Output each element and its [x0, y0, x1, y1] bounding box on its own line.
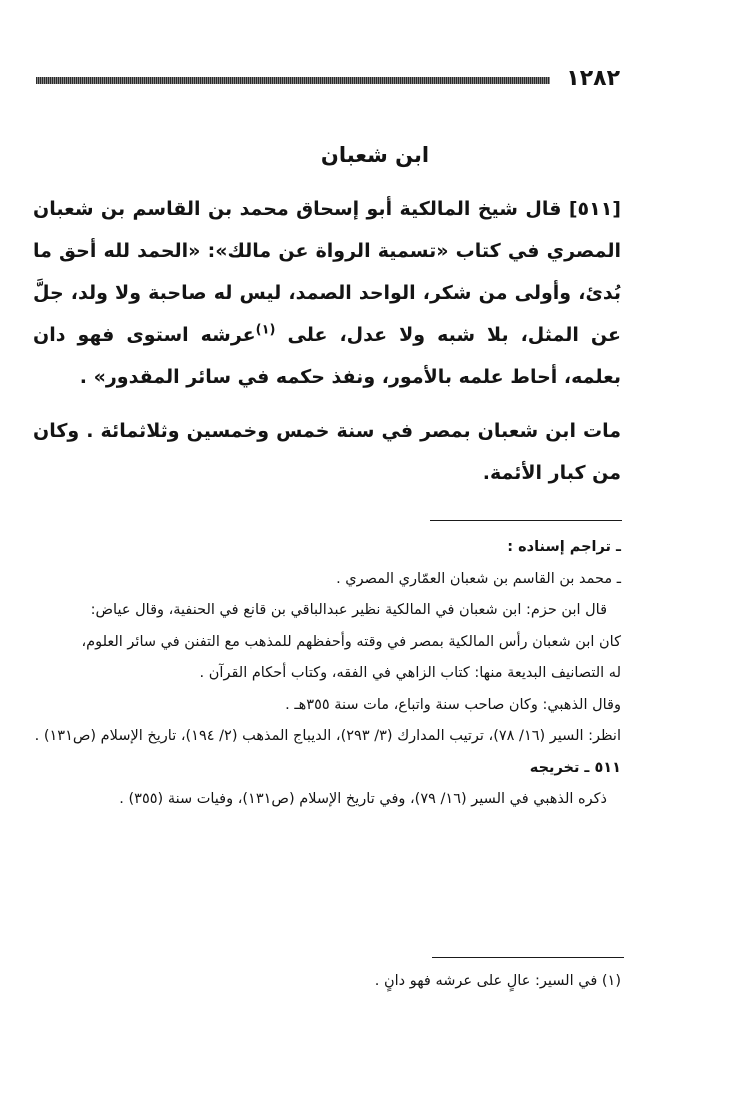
notes-section [33, 532, 621, 816]
entry-number: [٥١١] [568, 198, 621, 220]
entry-paragraph [33, 188, 621, 398]
header-rule [36, 77, 550, 84]
footnote-divider [432, 957, 624, 958]
takhrij-heading: ٥١١ ـ تخريجه [529, 759, 621, 776]
notes-divider [430, 520, 622, 521]
takhrij-text: ذكره الذهبي في السير (١٦/ ٧٩)، وفي تاريخ الإسلام (ص١٣١)، وفيات سنة (٣٥٥) . [119, 791, 607, 807]
notes-line: ـ محمد بن القاسم بن شعبان العمّاري المصري . [336, 570, 621, 587]
main-text [33, 188, 621, 494]
section-title: ابن شعبان [320, 143, 430, 167]
page-number: ١٢٨٢ [566, 66, 620, 91]
entry-text-part1: قال شيخ المالكية أبو إسحاق محمد بن القاسم بن شعبان المصري في كتاب «تسمية الرواة عن مالك»: «الحمد لله أحق ما بُدئ، وأولى من شكر، الواحد الصمد، ليس له صاحبة ولا ولد، جلَّ عن المثل، بلا شبه ولا عدل، على [33, 198, 621, 346]
footnote-marker[interactable]: (١) [255, 322, 276, 338]
notes-line: له التصانيف البديعة منها: كتاب الزاهي في الفقه، وكتاب أحكام القرآن . [199, 665, 621, 681]
death-paragraph: مات ابن شعبان بمصر في سنة خمس وخمسين وثلاثمائة . وكان من كبار الأئمة. [33, 420, 621, 484]
entry-text-part2: عرشه استوى فهو دان بعلمه، أحاط علمه بالأمور، ونفذ حكمه في سائر المقدور» . [33, 324, 621, 388]
notes-line: كان ابن شعبان رأس المالكية بمصر في وقته وأحفظهم للمذهب مع التفنن في سائر العلوم، [81, 633, 621, 650]
notes-line: قال ابن حزم: ابن شعبان في المالكية نظير عبدالباقي بن قانع في الحنفية، وقال عياض: [90, 602, 607, 618]
notes-line: وقال الذهبي: وكان صاحب سنة واتباع، مات سنة ٣٥٥هـ . [285, 696, 621, 713]
translations-heading: ـ تراجم إسناده : [507, 539, 621, 555]
footnote: (١) في السير: عالٍ على عرشه فهو دانٍ . [374, 973, 621, 989]
notes-references: انظر: السير (١٦/ ٧٨)، ترتيب المدارك (٣/ ٢٩٣)، الديباج المذهب (٢/ ١٩٤)، تاريخ الإسلام (ص١٣١) . [34, 728, 621, 744]
